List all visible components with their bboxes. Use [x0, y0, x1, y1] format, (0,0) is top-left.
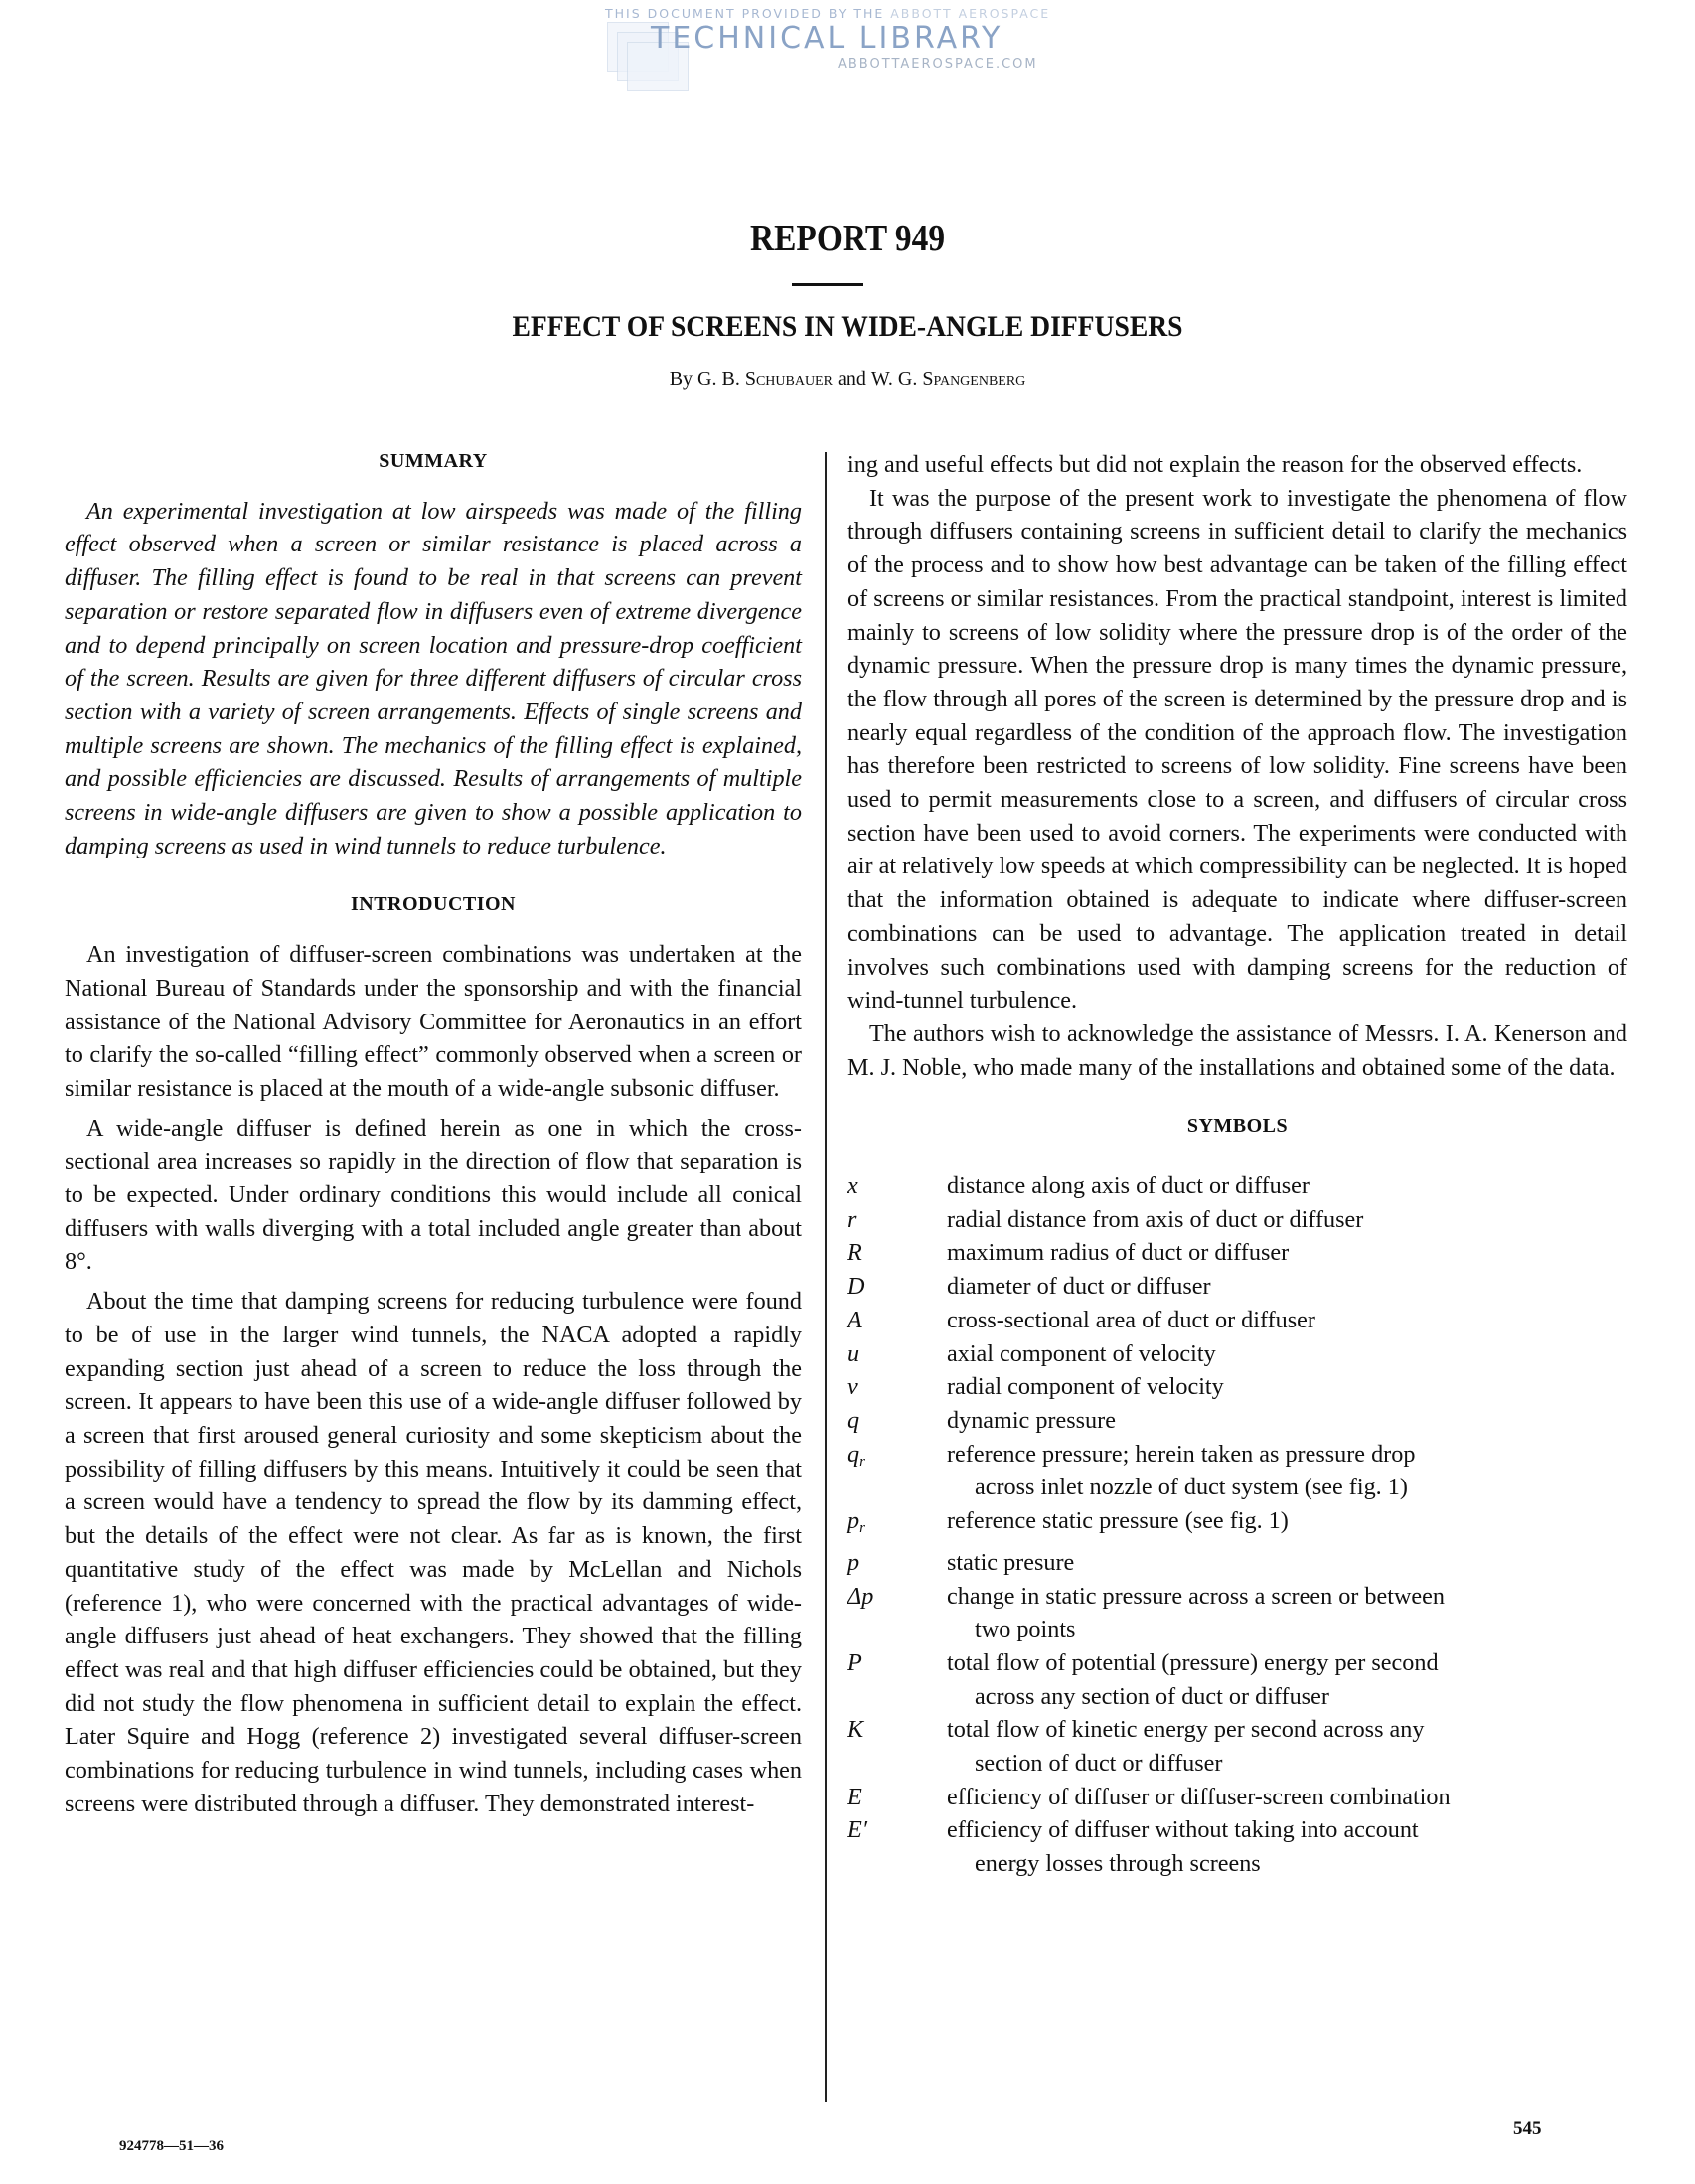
introduction-heading: INTRODUCTION	[350, 893, 517, 916]
symbol-definition: total flow of potential (pressure) energy per second across any section of duct or diffuser	[947, 1648, 1439, 1710]
symbol: r	[848, 1205, 857, 1233]
symbol-definition: dynamic pressure	[947, 1406, 1116, 1434]
left-column	[65, 445, 802, 1820]
symbol-definition: change in static pressure across a screen or between two points	[947, 1582, 1445, 1643]
symbol: x	[848, 1172, 858, 1200]
page-number: 545	[1513, 2118, 1542, 2139]
symbol-row	[848, 1270, 1627, 1304]
symbol-row	[848, 1438, 1627, 1504]
symbol-definition: total flow of kinetic energy per second across any section of duct or diffuser	[947, 1716, 1425, 1778]
symbol-row	[848, 1813, 1627, 1880]
symbol: Δp	[848, 1582, 874, 1610]
symbol: E	[848, 1783, 862, 1810]
symbol-row	[848, 1713, 1627, 1780]
symbols-list	[848, 1170, 1627, 1881]
symbol: v	[848, 1373, 858, 1401]
acknowledgement-paragraph: The authors wish to acknowledge the assistance of Messrs. I. A. Kenerson and M. J. Noble, who made many of the installations and obtained some of the data.	[848, 1019, 1627, 1081]
symbol: K	[848, 1716, 864, 1744]
symbol: q	[848, 1406, 860, 1434]
symbol-definition: reference pressure; herein taken as pressure drop across inlet nozzle of duct system (see fig. 1)	[947, 1440, 1416, 1501]
report-number: REPORT 949	[749, 218, 946, 259]
watermark-library-name: TECHNICAL LIBRARY	[651, 21, 1003, 56]
abbott-watermark	[601, 4, 1088, 93]
author-1: G. B. Schubauer	[697, 368, 833, 390]
symbol-definition: radial distance from axis of duct or diffuser	[947, 1205, 1364, 1233]
symbol-row	[848, 1580, 1627, 1646]
symbol-definition: axial component of velocity	[947, 1339, 1216, 1367]
summary-paragraph: An experimental investigation at low airspeeds was made of the filling effect observed when a screen or similar resistance is placed across a diffuser. The filling effect is found to be real in that screens can prevent separation or restore separated flow in diffusers even of extreme divergence and to depend principally on screen location and pressure-drop coefficient of the screen. Results are given for three different diffusers of circular cross section with a variety of screen arrangements. Effects of single screens and multiple screens are shown. The mechanics of the filling effect is explained, and possible efficiencies are discussed. Results of arrangements of multiple screens in wide-angle diffusers are given to show a possible application to damping screens as used in wind tunnels to reduce turbulence.	[65, 497, 802, 859]
author-line: By G. B. Schubauer and W. G. Spangenberg	[669, 368, 1026, 390]
paper-title: EFFECT OF SCREENS IN WIDE-ANGLE DIFFUSERS	[512, 310, 1183, 343]
symbol: u	[848, 1339, 860, 1367]
summary-heading: SUMMARY	[379, 450, 488, 472]
symbol-row	[848, 1546, 1627, 1580]
symbol-row	[848, 1170, 1627, 1203]
symbol: D	[848, 1273, 865, 1301]
symbol-definition: static presure	[947, 1548, 1075, 1576]
symbol: P	[848, 1648, 862, 1676]
symbol-definition: efficiency of diffuser without taking into account energy losses through screens	[947, 1816, 1419, 1878]
symbol: p	[848, 1548, 860, 1576]
intro-paragraph-2: A wide-angle diffuser is defined herein as one in which the cross-sectional area increases so rapidly in the direction of flow that separation is to be expected. Under ordinary conditions this would include all conical diffusers with walls diverging with a total included angle greater than about 8°.	[65, 1114, 802, 1276]
symbol: R	[848, 1239, 862, 1267]
symbol: $q_r$	[848, 1440, 865, 1470]
symbol: $p_r$	[848, 1507, 865, 1537]
symbol: E′	[848, 1816, 868, 1844]
symbol-row	[848, 1370, 1627, 1404]
symbol-definition: diameter of duct or diffuser	[947, 1273, 1211, 1301]
symbol-definition: maximum radius of duct or diffuser	[947, 1239, 1290, 1267]
author-2: W. G. Spangenberg	[870, 368, 1026, 390]
symbol-definition: reference static pressure (see fig. 1)	[947, 1507, 1289, 1535]
symbol-row	[848, 1504, 1627, 1546]
symbol-definition: efficiency of diffuser or diffuser-screen combination	[947, 1783, 1451, 1810]
intro-paragraph-3: About the time that damping screens for reducing turbulence were found to be of use in the larger wind tunnels, the NACA adopted a rapidly expanding section just ahead of a screen to reduce the loss through the screen. It appears to have been this use of a wide-angle diffuser followed by a screen that first aroused general curiosity and some skepticism about the possibility of filling diffusers by this means. Intuitively it could be seen that a screen would have a tendency to spread the flow by its damming effect, but the details of the effect were not clear. As far as is known, the first quantitative study of the effect was made by McLellan and Nichols (reference 1), who were concerned with the practical advantages of wide-angle diffusers just ahead of heat exchangers. They showed that the filling effect was real and that high diffuser efficiencies could be obtained, but they did not study the flow phenomena in sufficient detail to explain the effect. Later Squire and Hogg (reference 2) investigated several diffuser-screen combinations for reducing turbulence in wind tunnels, including cases when screens were distributed through a diffuser. They demonstrated interest-	[65, 1288, 802, 1817]
symbols-heading: SYMBOLS	[1186, 1115, 1289, 1138]
symbol-row	[848, 1203, 1627, 1237]
symbol-row	[848, 1646, 1627, 1713]
symbol-row	[848, 1236, 1627, 1270]
column-divider	[825, 452, 827, 2102]
title-divider	[792, 283, 863, 286]
symbol-row	[848, 1404, 1627, 1438]
symbol-definition: distance along axis of duct or diffuser	[947, 1172, 1310, 1200]
symbol-definition: radial component of velocity	[947, 1373, 1224, 1401]
symbol-row	[848, 1337, 1627, 1371]
intro-paragraph-3-continued: ing and useful effects but did not explain the reason for the observed effects.	[848, 451, 1583, 478]
watermark-provided-by: THIS DOCUMENT PROVIDED BY THE ABBOTT AEROSPACE	[605, 6, 1051, 21]
intro-paragraph-1: An investigation of diffuser-screen combinations was undertaken at the National Bureau of Standards under the sponsorship and with the financial assistance of the National Advisory Committee for Aeronautics in an effort to clarify the so-called “filling effect” commonly observed when a screen or similar resistance is placed at the mouth of a wide-angle subsonic diffuser.	[65, 941, 802, 1102]
symbol-row	[848, 1304, 1627, 1337]
watermark-url: ABBOTTAEROSPACE.COM	[838, 57, 1038, 72]
symbol-row	[848, 1781, 1627, 1814]
right-column	[848, 448, 1627, 1881]
symbol-definition: cross-sectional area of duct or diffuser	[947, 1306, 1315, 1333]
symbol: A	[848, 1306, 862, 1333]
print-code: 924778—51—36	[119, 2138, 224, 2154]
intro-paragraph-4: It was the purpose of the present work to investigate the phenomena of flow through diffusers containing screens in sufficient detail to clarify the mechanics of the process and to show how best advantage can be taken of the filling effect of screens or similar resistances. From the practical standpoint, interest is limited mainly to screens of low solidity where the pressure drop is of the order of the dynamic pressure. When the pressure drop is many times the dynamic pressure, the flow through all pores of the screen is determined by the pressure drop and is nearly equal regardless of the condition of the approach flow. The investigation has therefore been restricted to screens of low solidity. Fine screens have been used to permit measurements close to a screen, and diffusers of circular cross section have been used to avoid corners. The experiments were conducted with air at relatively low speeds at which compressibility can be neglected. It is hoped that the information obtained is adequate to indicate where diffuser-screen combinations can be used to advantage. The application treated in detail involves such combinations used with damping screens for the reduction of wind-tunnel turbulence.	[848, 484, 1627, 1014]
